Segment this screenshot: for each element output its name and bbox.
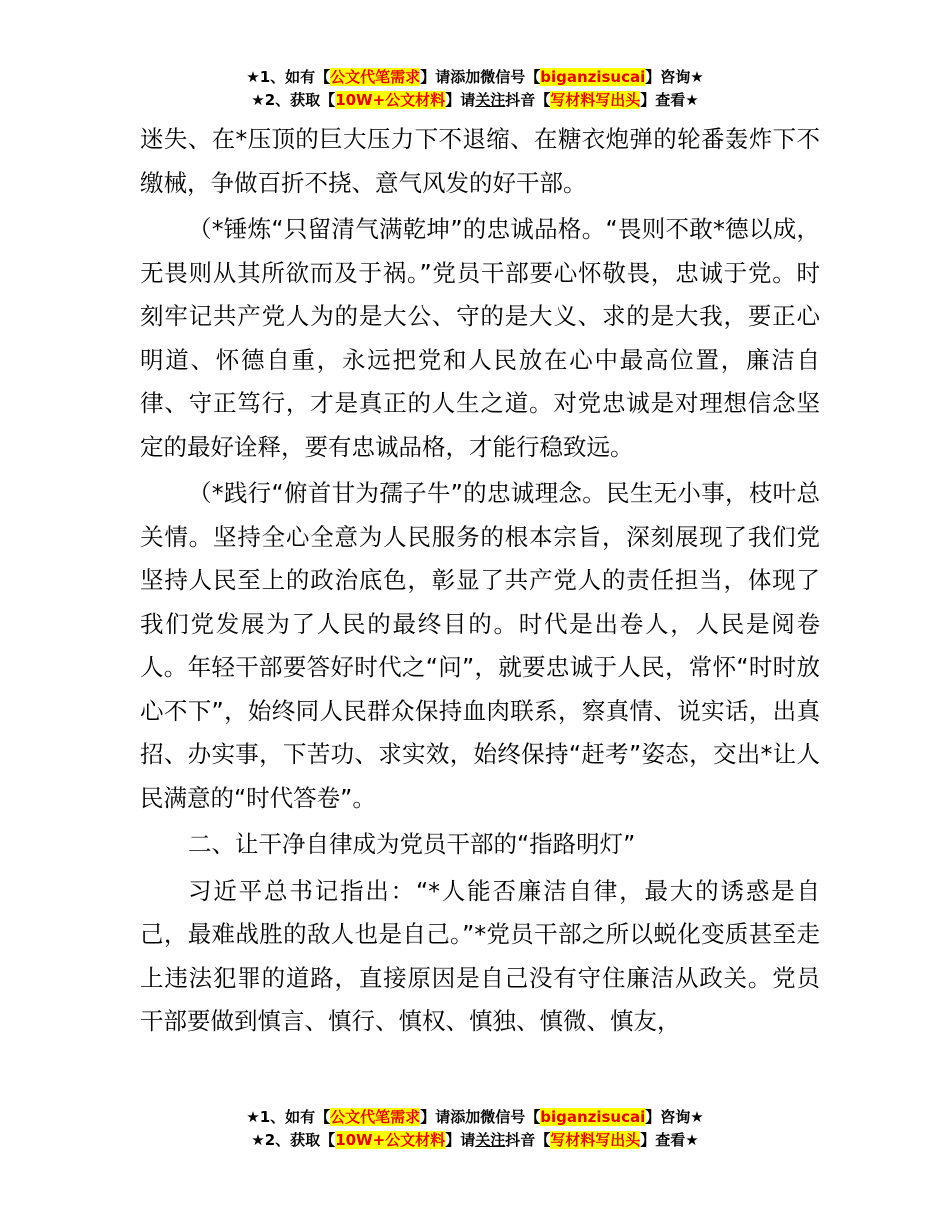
banner-line-2: [0, 89, 950, 112]
banner-line-1: [0, 66, 950, 89]
footer-banner: [0, 1106, 950, 1152]
banner-text: ★2、获取【: [251, 1131, 336, 1149]
paragraph: （*锤炼“只留清气满乾坤”的忠诚品格。“畏则不敢*德以成，无畏则从其所欲而及于祸。”党员干部要心怀敬畏，忠诚于党。时刻牢记共产党人为的是大公、守的是大义、求的是大我，要正心明道、怀德自重，永远把党和人民放在心中最高位置，廉洁自律、守正笃行，才是真正的人生之道。对党忠诚是对理想信念坚定的最好诠释，要有忠诚品格，才能行稳致远。: [140, 215, 820, 461]
banner-text: 】请: [445, 91, 476, 109]
banner-underlined-text: 关注: [475, 1131, 506, 1149]
banner-highlight: 10W+公文材料: [335, 91, 446, 109]
paragraph: 迷失、在*压顶的巨大压力下不退缩、在糖衣炮弹的轮番轰炸下不缴械，争做百折不挠、意气风发的好干部。: [140, 125, 820, 197]
banner-text: 】请添加微信号【: [420, 1108, 541, 1126]
section-heading: 二、让干净自律成为党员干部的“指路明灯”: [188, 830, 636, 858]
banner-text: 】请: [445, 1131, 476, 1149]
banner-text: 】咨询★: [645, 68, 704, 86]
banner-underlined-text: 关注: [475, 91, 506, 109]
banner-text: ★1、如有【: [246, 1108, 331, 1126]
banner-line-2: [0, 1129, 950, 1152]
banner-text: 】查看★: [640, 91, 699, 109]
wechat-id-highlight: biganzisucai: [540, 1108, 646, 1126]
paragraph: 习近平总书记指出：“*人能否廉洁自律，最大的诱惑是自己，最难战胜的敌人也是自己。”*党员干部之所以蜕化变质甚至走上违法犯罪的道路，直接原因是自己没有守住廉洁从政关。党员干部要做到慎言、慎行、慎权、慎独、慎微、慎友，: [140, 876, 820, 1035]
banner-text: 抖音【: [505, 91, 551, 109]
banner-text: 】咨询★: [645, 1108, 704, 1126]
banner-line-1: [0, 1106, 950, 1129]
banner-text: 抖音【: [505, 1131, 551, 1149]
wechat-id-highlight: biganzisucai: [540, 68, 646, 86]
banner-highlight: 公文代笔需求: [330, 1108, 421, 1126]
banner-text: 】查看★: [640, 1131, 699, 1149]
header-banner: [0, 66, 950, 112]
banner-highlight: 10W+公文材料: [335, 1131, 446, 1149]
banner-text: ★2、获取【: [251, 91, 336, 109]
banner-highlight: 公文代笔需求: [330, 68, 421, 86]
document-body: [140, 118, 820, 1047]
douyin-account-highlight: 写材料写出头: [550, 91, 641, 109]
douyin-account-highlight: 写材料写出头: [550, 1131, 641, 1149]
banner-text: ★1、如有【: [246, 68, 331, 86]
paragraph: （*践行“俯首甘为孺子牛”的忠诚理念。民生无小事，枝叶总关情。坚持全心全意为人民服务的根本宗旨，深刻展现了我们党坚持人民至上的政治底色，彰显了共产党人的责任担当，体现了我们党发展为了人民的最终目的。时代是出卷人，人民是阅卷人。年轻干部要答好时代之“问”，就要忠诚于人民，常怀“时时放心不下”，始终同人民群众保持血肉联系，察真情、说实话，出真招、办实事，下苦功、求实效，始终保持“赶考”姿态，交出*让人民满意的“时代答卷”。: [140, 479, 820, 812]
banner-text: 】请添加微信号【: [420, 68, 541, 86]
